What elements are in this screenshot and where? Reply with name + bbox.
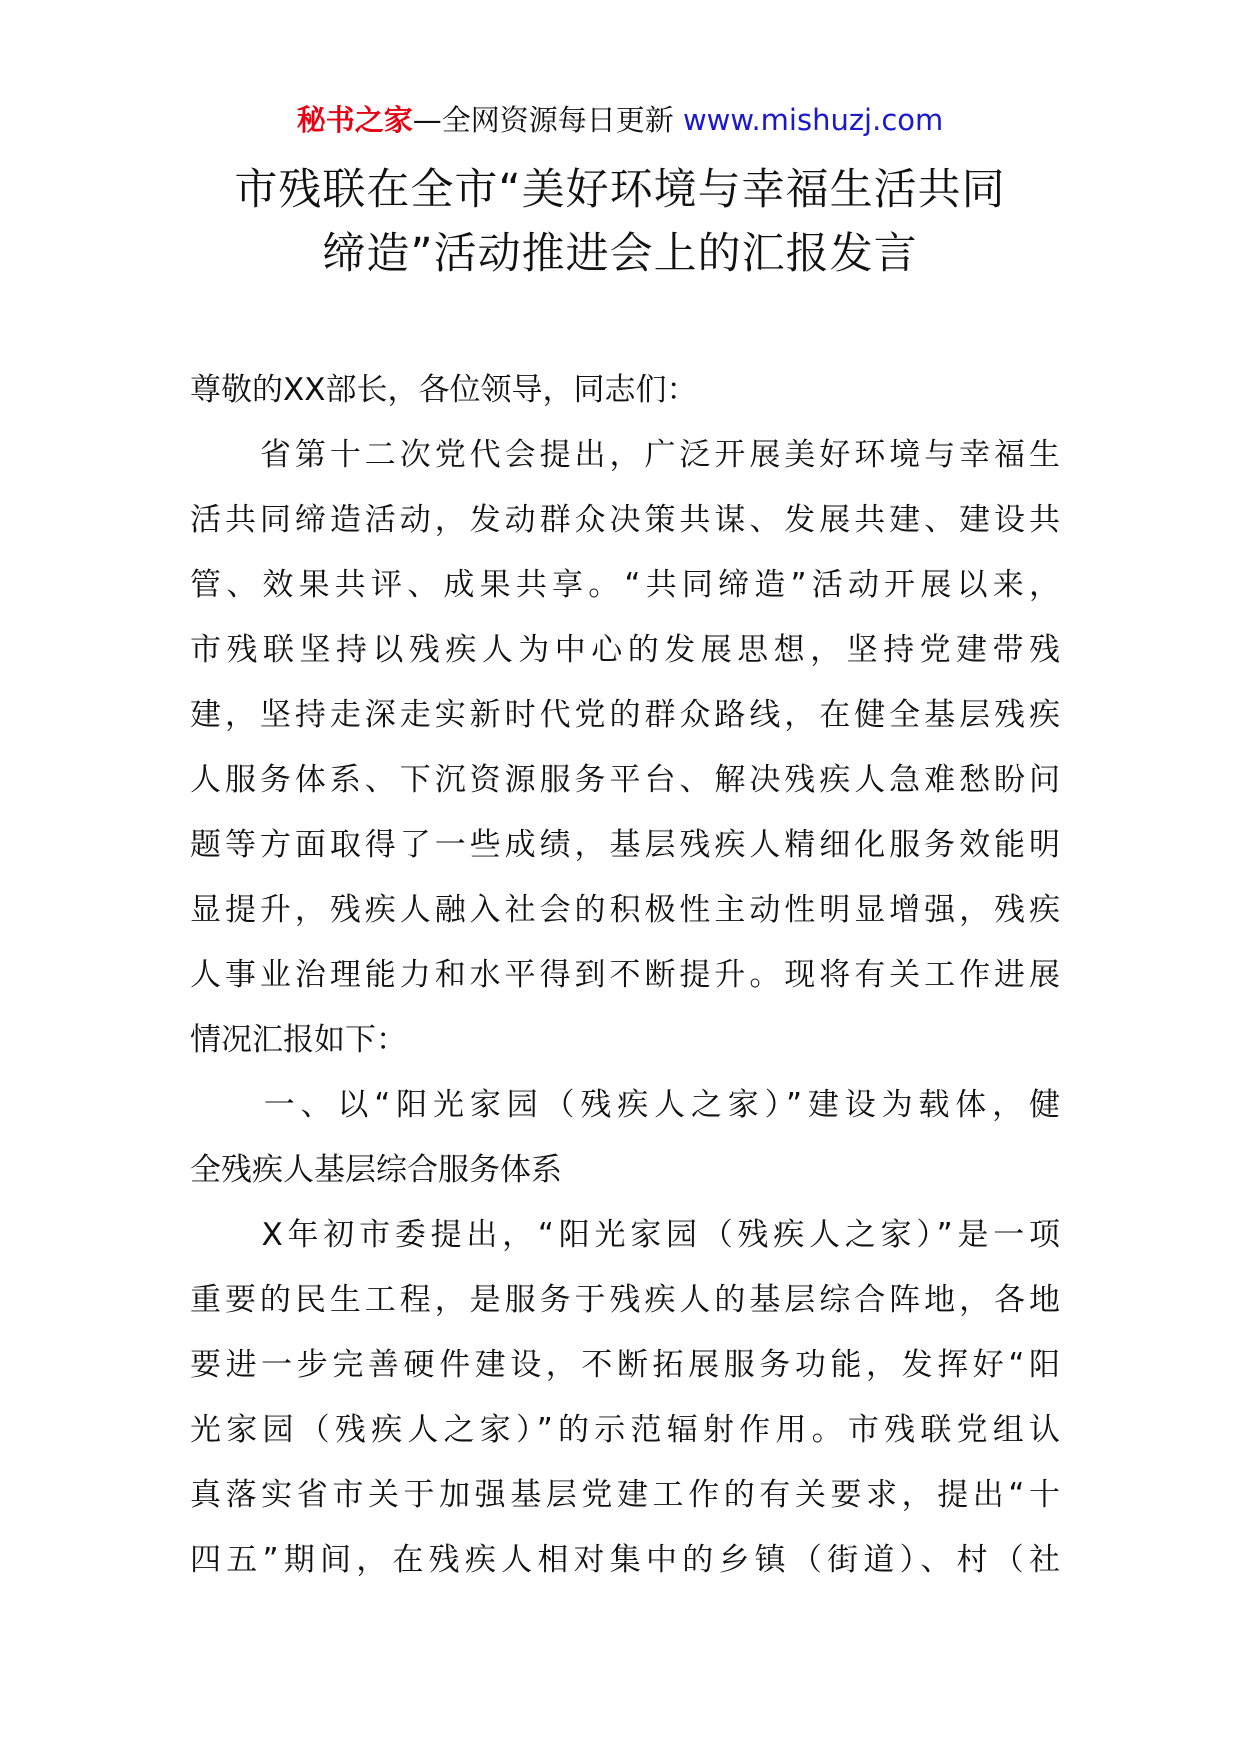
title-line-2: 缔造”活动推进会上的汇报发言	[322, 229, 918, 279]
body-line: 人服务体系、下沉资源服务平台、解决残疾人急难愁盼问	[190, 762, 1060, 798]
body-line: 显提升，残疾人融入社会的积极性主动性明显增强，残疾	[190, 892, 1060, 928]
body-line: 活共同缔造活动，发动群众决策共谋、发展共建、建设共	[190, 502, 1060, 538]
body-line: 四五”期间，在残疾人相对集中的乡镇（街道）、村（社	[190, 1542, 1060, 1578]
body-line: 人事业治理能力和水平得到不断提升。现将有关工作进展	[190, 957, 1060, 993]
body-line: 建，坚持走深走实新时代党的群众路线，在健全基层残疾	[190, 697, 1060, 733]
body-line: 题等方面取得了一些成绩，基层残疾人精细化服务效能明	[190, 827, 1060, 863]
body-line: 管、效果共评、成果共享。“共同缔造”活动开展以来，	[190, 567, 1060, 603]
website-link[interactable]: www.mishuzj.com	[682, 103, 944, 137]
body-line: 省第十二次党代会提出，广泛开展美好环境与幸福生	[190, 437, 1060, 473]
title-line-1: 市残联在全市“美好环境与幸福生活共同	[234, 165, 1006, 215]
banner-tagline: —全网资源每日更新	[412, 103, 683, 137]
body-line: 要进一步完善硬件建设，不断拓展服务功能，发挥好“阳	[190, 1347, 1060, 1383]
section-heading-line: 一、以“阳光家园（残疾人之家）”建设为载体，健	[190, 1087, 1060, 1123]
body-line: 市残联坚持以残疾人为中心的发展思想，坚持党建带残	[190, 632, 1060, 668]
brand-name: 秘书之家	[296, 103, 413, 137]
document-body	[190, 358, 1060, 1593]
salutation-line: 尊敬的XX部长，各位领导，同志们：	[190, 372, 698, 408]
body-line: 光家园（残疾人之家）”的示范辐射作用。市残联党组认	[190, 1412, 1060, 1448]
body-line: 情况汇报如下：	[190, 1022, 407, 1058]
body-line: 重要的民生工程，是服务于残疾人的基层综合阵地，各地	[190, 1282, 1060, 1318]
section-heading-line: 全残疾人基层综合服务体系	[190, 1152, 562, 1188]
body-line: 真落实省市关于加强基层党建工作的有关要求，提出“十	[190, 1477, 1060, 1513]
body-line: X年初市委提出，“阳光家园（残疾人之家）”是一项	[190, 1217, 1060, 1253]
site-banner	[0, 100, 1240, 140]
document-title	[150, 158, 1090, 286]
